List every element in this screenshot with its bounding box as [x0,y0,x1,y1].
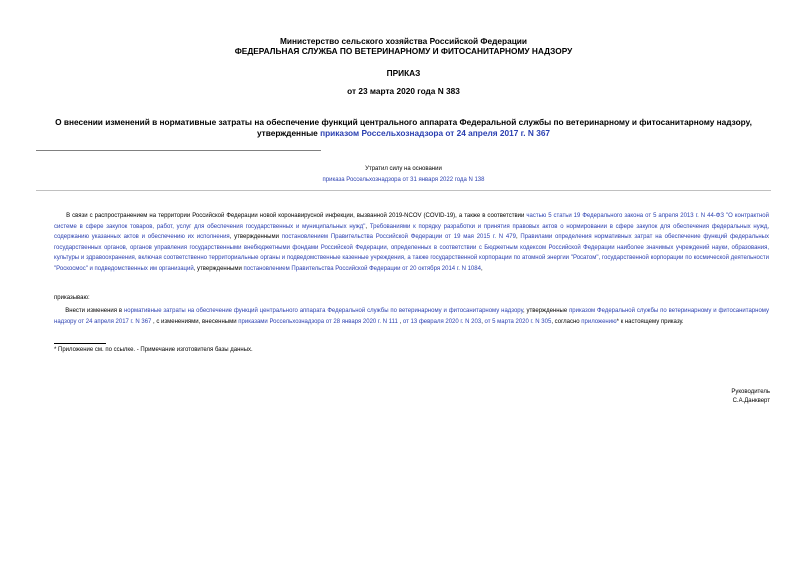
title-text: О внесении изменений в нормативные затраты на обеспечение функций центрального аппарата Федеральной службы по ветеринарному и фитосанитарному надзору, утвержденные [55,117,752,138]
order-text: * к настоящему приказу. [616,318,684,325]
expired-order-link[interactable]: приказа Россельхознадзора от 31 января 2022 года N 138 [322,177,485,183]
order-text: Внести изменения в [65,308,124,314]
signatory-name: С.А.Данкверт [732,398,770,404]
order-text: , согласно [551,318,582,325]
preamble-paragraph [54,211,769,274]
document-title [50,117,757,139]
service-name: ФЕДЕРАЛЬНАЯ СЛУЖБА ПО ВЕТЕРИНАРНОМУ И ФИТОСАНИТАРНОМУ НАДЗОРУ [234,46,573,56]
divider-short [36,150,321,151]
rules-link[interactable]: Правилами определения нормативных затрат на обеспечение функций федеральных государственных органов, органов управления государственными внебюджетными фондами Российской Федерации, определенных в соответствии с Бюджетным кодексом Российской Федерации наиболее значимых учреждений науки, образования, культуры и здравоохранения, включая соответственно территориальные органы и подведомственные казенные учреждения, а также государственной корпорации по атомной энергии "Росатом", государственной корпорации по космической деятельности "Роскосмос" и подведомственных им организаций [54,234,769,272]
appendix-link[interactable]: приложению [581,318,617,325]
preamble-text: В связи с распространением на территории Российской Федерации новой коронавирусной инфекции, вызванной 2019-NCOV (COVID-19), а также в соответствии [66,213,527,219]
preamble-text: , [515,234,521,240]
divider-full [36,190,771,191]
title-order-link[interactable]: приказом Россельхознадзора от 24 апреля 2017 г. N 367 [320,128,551,138]
footnote-divider [54,343,106,344]
order-text: , [481,318,485,325]
preamble-text: , [365,223,370,230]
document-type: ПРИКАЗ [386,68,421,78]
resolution-479-link[interactable]: постановлением Правительства Российской Федерации от 19 мая 2015 г. N 479 [281,234,516,240]
federal-law-link[interactable]: частью 5 статьи 19 Федерального закона от 5 апреля 2013 г. N 44-ФЗ "О контрактной системе в сфере закупок товаров, работ, услуг для обеспечения государственных и муниципальных нужд" [54,213,769,230]
order-203-link[interactable]: от 13 февраля 2020 г. N 203 [402,318,482,325]
footnote: * Приложение см. по ссылке. - Примечание изготовителя базы данных. [54,347,253,353]
document-date-number: от 23 марта 2020 года N 383 [347,86,460,96]
expired-notice: Утратил силу на основании [365,166,442,172]
order-text: , утвержденные [522,308,570,314]
order-305-link[interactable]: от 5 марта 2020 г. N 305 [484,318,552,325]
order-word: приказываю: [54,295,90,301]
requirements-link[interactable]: Требованиями к порядку разработки и принятия правовых актов о нормировании в сфере закупок для обеспечения федеральных нужд, содержанию указанных актов и обеспечению их исполнения [54,223,769,240]
signatory-position: Руководитель [731,389,770,395]
order-text: , [397,318,403,325]
preamble-text: , утвержденными [193,265,244,272]
ministry-name: Министерство сельского хозяйства Российской Федерации [280,36,527,46]
preamble-text: , утвержденными [229,234,282,240]
preamble-text: , [480,265,483,272]
norms-link[interactable]: нормативные затраты на обеспечение функций центрального аппарата Федеральной службы по ветеринарному и фитосанитарному надзору [123,308,523,314]
expired-notice-link-line [36,176,771,185]
order-367-link[interactable]: приказом Федеральной службы по ветеринарному и фитосанитарному надзору от 24 апреля 2017 г. N 367 [54,308,769,325]
order-111-link[interactable]: приказами Россельхознадзора от 28 января 2020 г. N 111 [238,318,398,325]
order-text: , с изменениями, внесенными [151,318,239,325]
resolution-1084-link[interactable]: постановлением Правительства Российской Федерации от 20 октября 2014 г. N 1084 [243,265,481,272]
order-paragraph [54,306,769,327]
